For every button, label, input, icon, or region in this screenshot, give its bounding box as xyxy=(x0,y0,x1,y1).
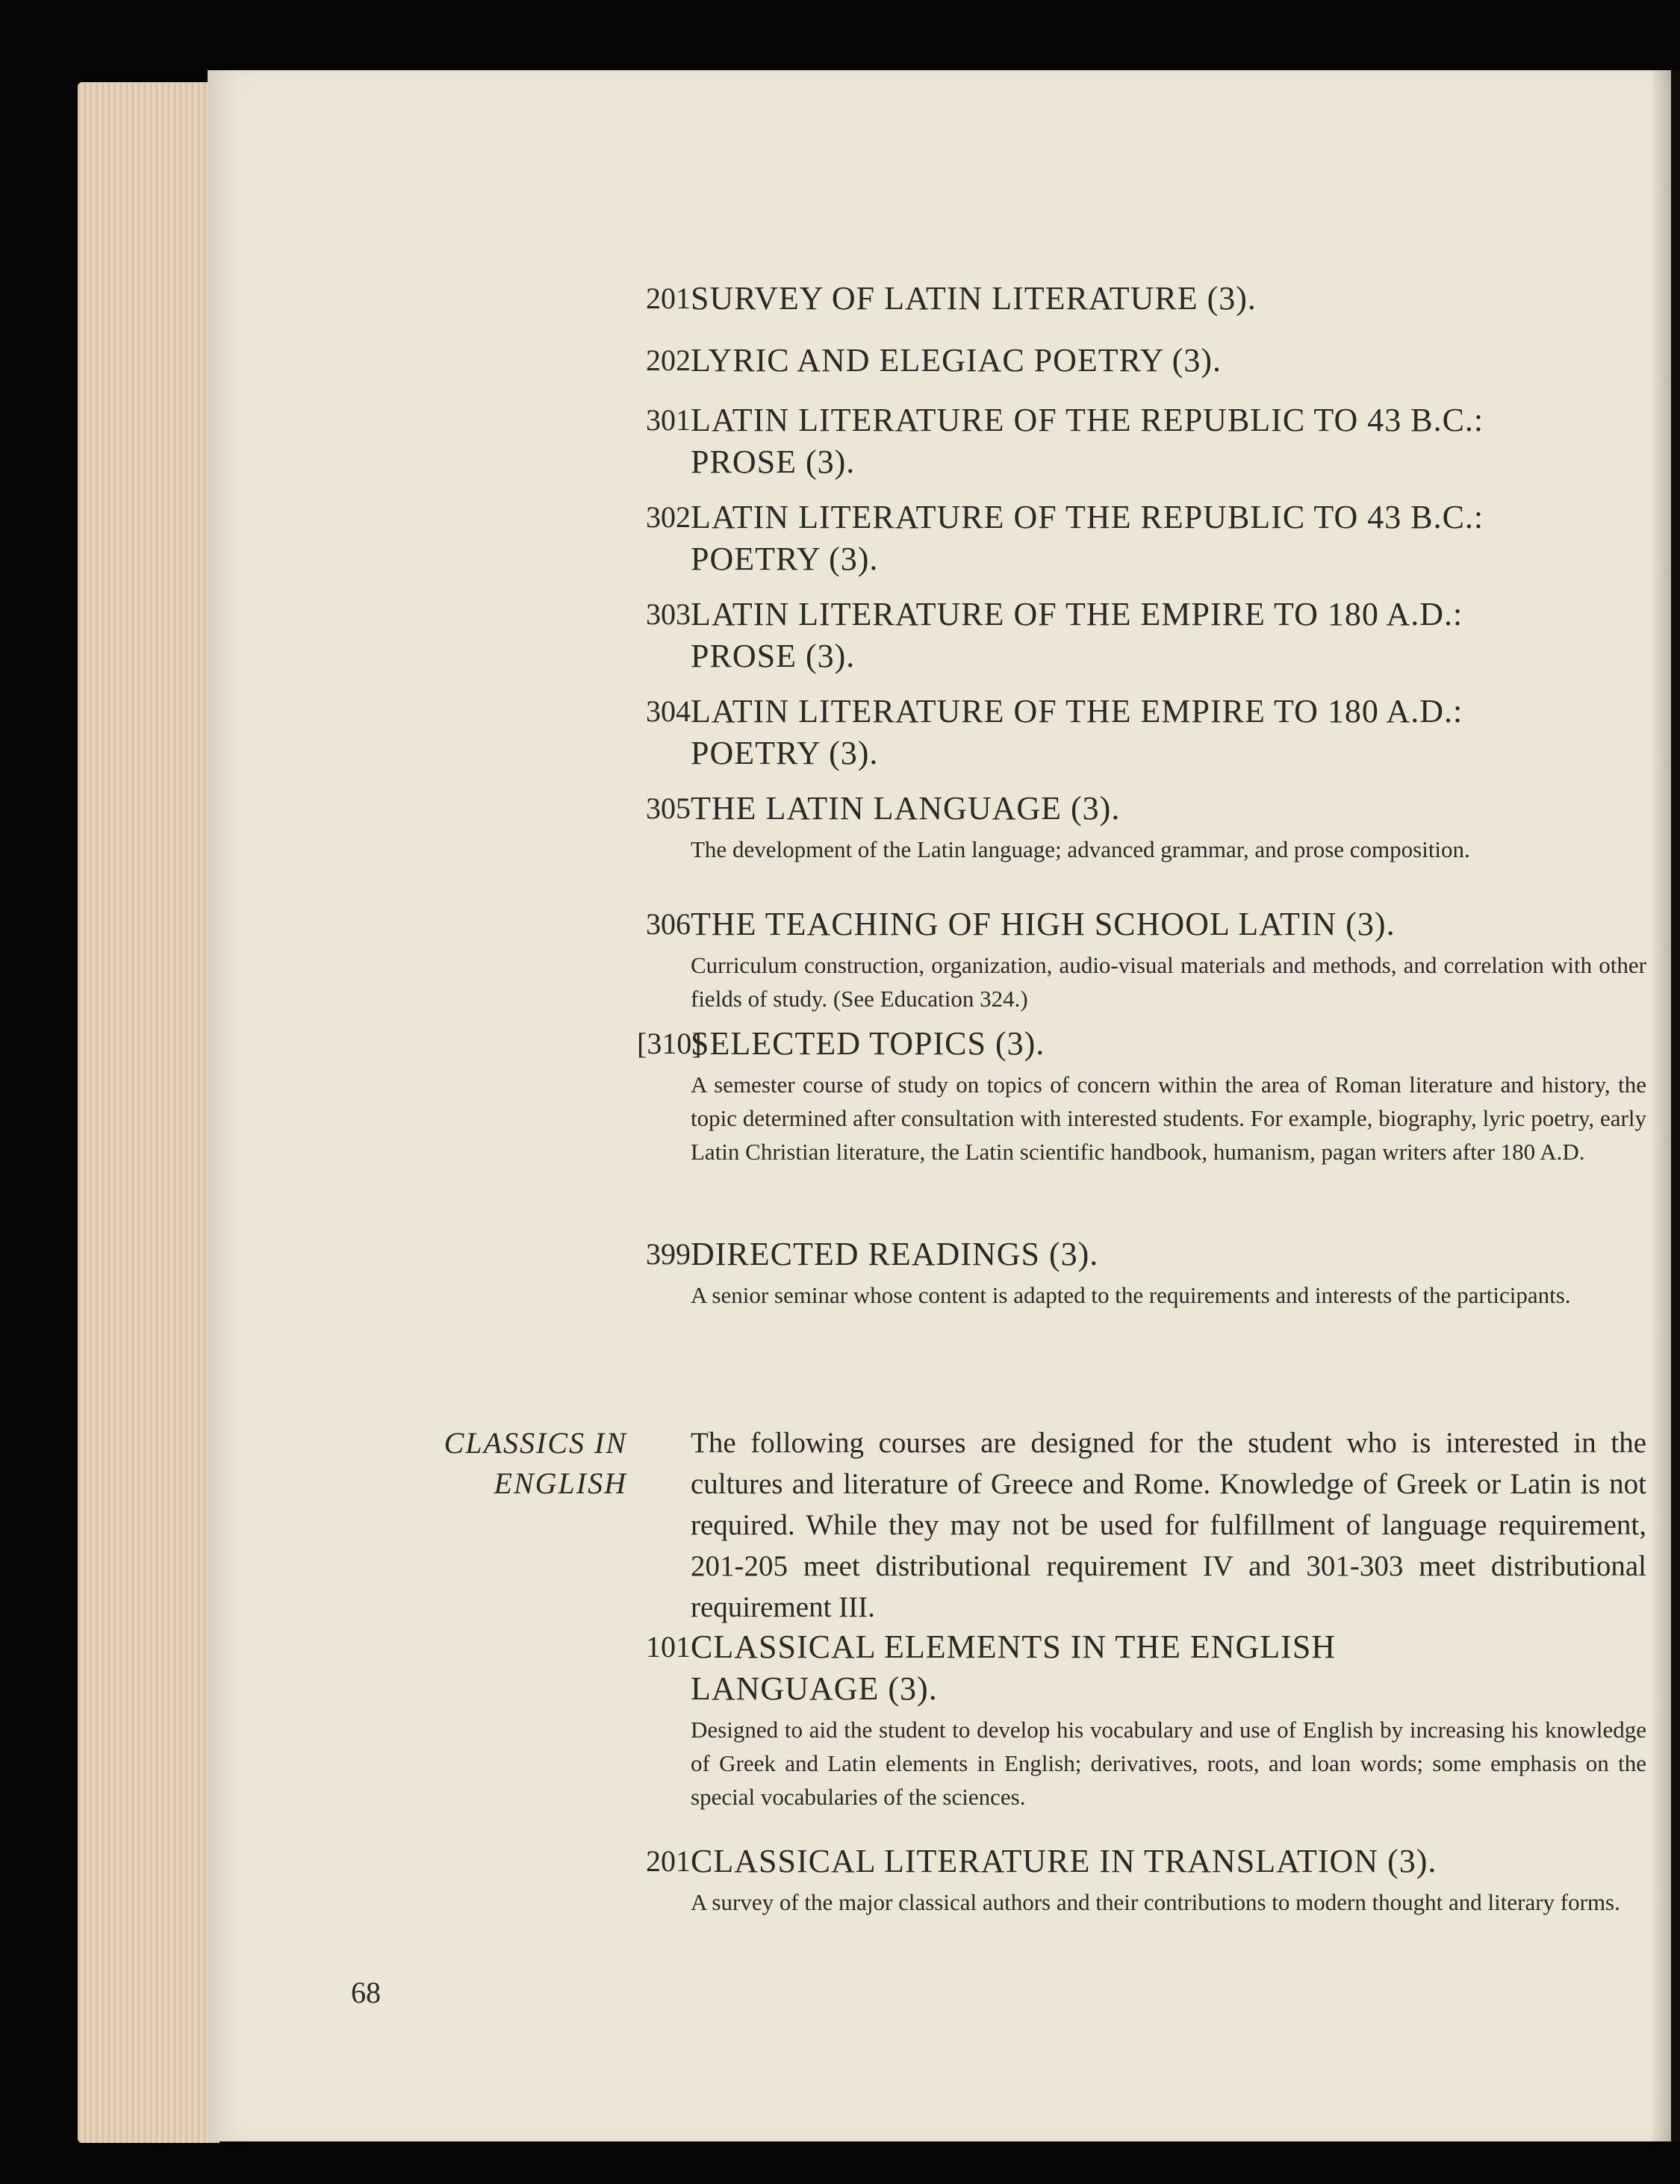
course-description: Designed to aid the student to develop his vocabulary and use of English by increasing his knowledge of Greek and Latin elements in English; derivatives, roots, and loan words; some emphasis on the special vocabularies of the sciences. xyxy=(691,1717,1646,1810)
section-heading-line: ENGLISH xyxy=(494,1466,627,1500)
course-title: THE TEACHING OF HIGH SCHOOL LATIN (3). xyxy=(691,906,1396,942)
course-entry xyxy=(646,399,1646,483)
course-title-continued: LANGUAGE (3). xyxy=(691,1670,938,1707)
course-entry xyxy=(646,1626,1646,1814)
course-description: The development of the Latin language; advanced grammar, and prose composition. xyxy=(691,836,1470,862)
course-title: DIRECTED READINGS (3). xyxy=(691,1236,1099,1272)
course-description: A survey of the major classical authors and their contributions to modern thought and literary forms. xyxy=(691,1889,1620,1915)
course-entry xyxy=(646,1233,1646,1312)
page-number: 68 xyxy=(351,1976,381,2009)
course-number: 306 xyxy=(646,907,691,941)
section-heading-line: CLASSICS IN xyxy=(444,1426,627,1460)
course-number: 305 xyxy=(646,791,691,825)
section-heading xyxy=(396,1423,627,1504)
course-number: 201 xyxy=(646,1844,691,1878)
course-number: 301 xyxy=(646,403,691,437)
course-title: SURVEY OF LATIN LITERATURE (3). xyxy=(691,280,1257,317)
course-title-continued: PROSE (3). xyxy=(691,638,856,674)
course-title: LATIN LITERATURE OF THE EMPIRE TO 180 A.D.: xyxy=(691,596,1463,632)
course-title-continued: POETRY (3). xyxy=(691,735,879,771)
course-number: 101 xyxy=(646,1630,691,1664)
course-entry xyxy=(646,1841,1646,1919)
course-number: 201 xyxy=(646,281,691,315)
book-page-edges xyxy=(78,82,220,2143)
course-title-continued: POETRY (3). xyxy=(691,541,879,577)
course-description: A semester course of study on topics of concern within the area of Roman literature and history, the topic determined after consultation with interested students. For example, biography, lyric poetry, early Latin Christian literature, the Latin scientific handbook, humanism, pagan writers after 180 A.D. xyxy=(691,1071,1646,1165)
course-number: 399 xyxy=(646,1237,691,1271)
course-number: 302 xyxy=(646,500,691,534)
course-title: CLASSICAL ELEMENTS IN THE ENGLISH xyxy=(691,1628,1337,1665)
course-description: A senior seminar whose content is adapted to the requirements and interests of the participants. xyxy=(691,1282,1571,1308)
course-title-continued: PROSE (3). xyxy=(691,444,856,480)
course-entry xyxy=(646,788,1646,866)
page-gutter-shadow xyxy=(1650,70,1680,2141)
course-entry xyxy=(637,1023,1646,1169)
course-title: LATIN LITERATURE OF THE REPUBLIC TO 43 B.C.: xyxy=(691,499,1484,535)
course-title: LATIN LITERATURE OF THE EMPIRE TO 180 A.D.: xyxy=(691,693,1463,729)
course-entry xyxy=(646,691,1646,774)
course-title: CLASSICAL LITERATURE IN TRANSLATION (3). xyxy=(691,1843,1437,1879)
course-description: Curriculum construction, organization, audio-visual materials and methods, and correlation with other fields of study. (See Education 324.) xyxy=(691,952,1646,1012)
course-entry xyxy=(646,903,1646,1015)
course-entry xyxy=(646,278,1646,320)
course-entry xyxy=(646,594,1646,677)
course-number: 303 xyxy=(646,597,691,631)
course-entry xyxy=(646,340,1646,382)
course-title: THE LATIN LANGUAGE (3). xyxy=(691,790,1121,827)
course-number: [310] xyxy=(637,1027,702,1060)
section-intro: The following courses are designed for the student who is interested in the cultures and literature of Greece and Rome. Knowledge of Greek or Latin is not required. While they may not be used for fulfillment of language requirement, 201-205 meet distributional requirement IV and 301-303 meet distributional requirement III. xyxy=(691,1427,1646,1623)
course-title: LATIN LITERATURE OF THE REPUBLIC TO 43 B.C.: xyxy=(691,402,1484,438)
course-number: 202 xyxy=(646,343,691,377)
course-number: 304 xyxy=(646,694,691,728)
course-title: SELECTED TOPICS (3). xyxy=(691,1025,1045,1062)
course-title: LYRIC AND ELEGIAC POETRY (3). xyxy=(691,342,1222,379)
course-entry xyxy=(646,497,1646,580)
